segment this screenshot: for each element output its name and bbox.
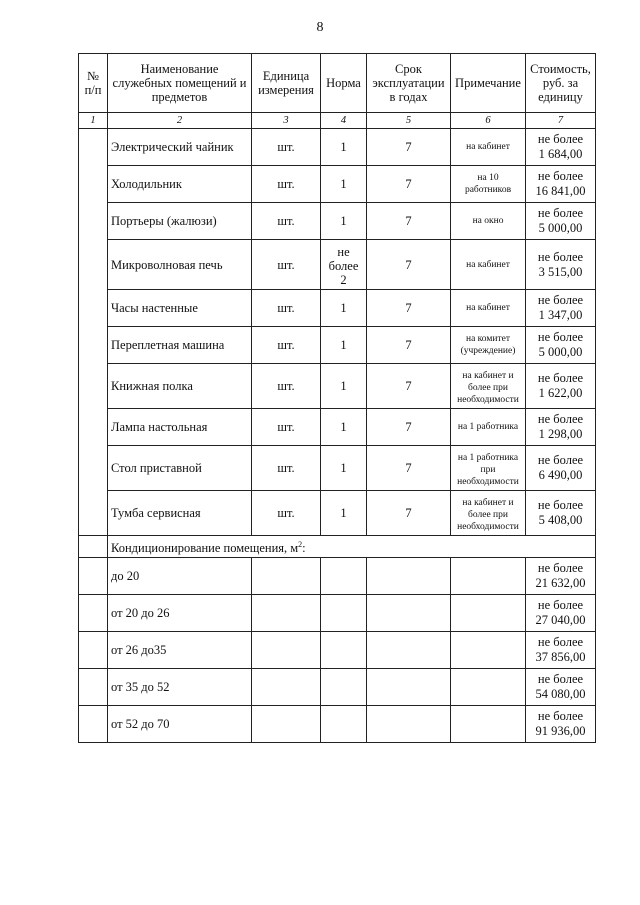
table-row — [79, 364, 596, 409]
row-number-cell — [79, 595, 108, 632]
section-title-suffix: : — [302, 541, 306, 556]
item-note: на кабинет и более при необходимости — [451, 491, 526, 536]
section-title-superscript: 2 — [298, 539, 303, 549]
item-name: Часы настенные — [108, 290, 252, 327]
cost-label: не более — [537, 412, 584, 426]
cost-value: 5 408,00 — [538, 513, 583, 527]
item-cost — [526, 327, 596, 364]
cost-label: не более — [537, 132, 584, 146]
item-unit: шт. — [252, 409, 321, 446]
table-row — [79, 166, 596, 203]
item-note: на окно — [451, 203, 526, 240]
section-title — [108, 536, 596, 558]
item-cost — [526, 446, 596, 491]
item-cost — [526, 409, 596, 446]
cost-label: не более — [537, 598, 584, 612]
item-name: Электрический чайник — [108, 129, 252, 166]
column-numbers-row — [79, 113, 596, 129]
ac-range: до 20 — [108, 558, 252, 595]
item-unit: шт. — [252, 491, 321, 536]
table-row — [79, 203, 596, 240]
item-term: 7 — [367, 446, 451, 491]
empty-cell — [367, 706, 451, 743]
item-norm: 1 — [321, 364, 367, 409]
item-unit: шт. — [252, 203, 321, 240]
cost-value: 5 000,00 — [538, 221, 583, 235]
cost-value: 91 936,00 — [535, 724, 586, 738]
empty-cell — [252, 632, 321, 669]
empty-cell — [451, 706, 526, 743]
item-unit: шт. — [252, 129, 321, 166]
item-cost — [526, 129, 596, 166]
table-row — [79, 409, 596, 446]
cost-label: не более — [537, 206, 584, 220]
item-unit: шт. — [252, 327, 321, 364]
empty-cell — [252, 669, 321, 706]
item-unit: шт. — [252, 166, 321, 203]
table-row — [79, 669, 596, 706]
item-norm: 1 — [321, 129, 367, 166]
header-name: Наименование служебных помещений и предметов — [108, 54, 252, 113]
header-num: № п/п — [79, 54, 108, 113]
empty-cell — [367, 669, 451, 706]
empty-cell — [367, 632, 451, 669]
empty-cell — [451, 558, 526, 595]
cost-label: не более — [537, 635, 584, 649]
item-term: 7 — [367, 166, 451, 203]
item-norm: 1 — [321, 203, 367, 240]
ac-cost — [526, 706, 596, 743]
item-norm: 1 — [321, 290, 367, 327]
ac-range: от 52 до 70 — [108, 706, 252, 743]
cost-label: не более — [537, 169, 584, 183]
item-note: на кабинет и более при необходимости — [451, 364, 526, 409]
table-row — [79, 595, 596, 632]
item-name: Холодильник — [108, 166, 252, 203]
column-number: 1 — [79, 113, 108, 129]
item-unit: шт. — [252, 240, 321, 290]
table-row — [79, 240, 596, 290]
item-term: 7 — [367, 290, 451, 327]
cost-value: 27 040,00 — [535, 613, 586, 627]
item-name: Тумба сервисная — [108, 491, 252, 536]
item-term: 7 — [367, 129, 451, 166]
column-number: 4 — [321, 113, 367, 129]
empty-cell — [451, 632, 526, 669]
cost-label: не более — [537, 371, 584, 385]
table-row — [79, 129, 596, 166]
empty-cell — [321, 669, 367, 706]
row-number-cell — [79, 669, 108, 706]
empty-cell — [367, 558, 451, 595]
ac-range: от 20 до 26 — [108, 595, 252, 632]
cost-value: 1 684,00 — [538, 147, 583, 161]
item-norm: 1 — [321, 446, 367, 491]
section-title-text: Кондиционирование помещения, м — [111, 541, 299, 556]
item-norm: не более 2 — [321, 240, 367, 290]
empty-cell — [252, 595, 321, 632]
cost-value: 21 632,00 — [535, 576, 586, 590]
column-number: 3 — [252, 113, 321, 129]
item-name: Лампа настольная — [108, 409, 252, 446]
item-name: Книжная полка — [108, 364, 252, 409]
item-cost — [526, 491, 596, 536]
item-term: 7 — [367, 491, 451, 536]
item-cost — [526, 364, 596, 409]
table-row — [79, 706, 596, 743]
cost-label: не более — [537, 672, 584, 686]
item-note: на комитет (учреждение) — [451, 327, 526, 364]
item-note: на 1 работника при необходимости — [451, 446, 526, 491]
row-number-cell — [79, 632, 108, 669]
item-term: 7 — [367, 240, 451, 290]
header-norm: Норма — [321, 54, 367, 113]
cost-label: не более — [537, 293, 584, 307]
item-unit: шт. — [252, 446, 321, 491]
header-unit: Единица измерения — [252, 54, 321, 113]
empty-cell — [451, 595, 526, 632]
item-norm: 1 — [321, 409, 367, 446]
row-number-cell — [79, 706, 108, 743]
item-name: Переплетная машина — [108, 327, 252, 364]
column-number: 6 — [451, 113, 526, 129]
cost-label: не более — [537, 330, 584, 344]
cost-label: не более — [537, 453, 584, 467]
table-row — [79, 491, 596, 536]
section-num-cell — [79, 536, 108, 558]
ac-cost — [526, 595, 596, 632]
page-number: 8 — [316, 20, 324, 35]
cost-label: не более — [537, 561, 584, 575]
empty-cell — [321, 706, 367, 743]
item-unit: шт. — [252, 364, 321, 409]
header-cost: Стоимость, руб. за единицу — [526, 54, 596, 113]
item-term: 7 — [367, 409, 451, 446]
item-cost — [526, 290, 596, 327]
item-note: на 1 работника — [451, 409, 526, 446]
equipment-norms-table — [78, 53, 596, 743]
column-number: 2 — [108, 113, 252, 129]
table-row — [79, 632, 596, 669]
cost-label: не более — [537, 249, 584, 264]
ac-range: от 35 до 52 — [108, 669, 252, 706]
cost-value: 1 298,00 — [538, 427, 583, 441]
item-term: 7 — [367, 327, 451, 364]
item-cost — [526, 166, 596, 203]
section-row — [79, 536, 596, 558]
table-row — [79, 446, 596, 491]
item-note: на кабинет — [451, 290, 526, 327]
table-row — [79, 558, 596, 595]
item-cost — [526, 203, 596, 240]
ac-cost — [526, 558, 596, 595]
column-number: 5 — [367, 113, 451, 129]
cost-value: 37 856,00 — [535, 650, 586, 664]
item-note: на 10 работников — [451, 166, 526, 203]
cost-value: 1 622,00 — [538, 386, 583, 400]
cost-value: 1 347,00 — [538, 308, 583, 322]
item-term: 7 — [367, 203, 451, 240]
item-cost — [526, 240, 596, 290]
item-name: Портьеры (жалюзи) — [108, 203, 252, 240]
header-note: Примечание — [451, 54, 526, 113]
cost-label: не более — [537, 498, 584, 512]
empty-cell — [321, 632, 367, 669]
item-name: Стол приставной — [108, 446, 252, 491]
cost-label: не более — [537, 709, 584, 723]
row-number-cell — [79, 129, 108, 536]
empty-cell — [252, 558, 321, 595]
row-number-cell — [79, 558, 108, 595]
cost-value: 3 515,00 — [538, 264, 583, 279]
column-number: 7 — [526, 113, 596, 129]
cost-value: 16 841,00 — [535, 184, 586, 198]
table-header — [79, 54, 596, 129]
ac-cost — [526, 669, 596, 706]
ac-range: от 26 до35 — [108, 632, 252, 669]
empty-cell — [451, 669, 526, 706]
cost-value: 54 080,00 — [535, 687, 586, 701]
table-row — [79, 327, 596, 364]
ac-cost — [526, 632, 596, 669]
item-note: на кабинет — [451, 129, 526, 166]
empty-cell — [252, 706, 321, 743]
empty-cell — [321, 595, 367, 632]
header-term: Срок эксплуатации в годах — [367, 54, 451, 113]
item-norm: 1 — [321, 491, 367, 536]
item-norm: 1 — [321, 327, 367, 364]
table-row — [79, 290, 596, 327]
item-name: Микроволновая печь — [108, 240, 252, 290]
item-note: на кабинет — [451, 240, 526, 290]
item-unit: шт. — [252, 290, 321, 327]
empty-cell — [367, 595, 451, 632]
item-term: 7 — [367, 364, 451, 409]
item-norm: 1 — [321, 166, 367, 203]
empty-cell — [321, 558, 367, 595]
cost-value: 5 000,00 — [538, 345, 583, 359]
cost-value: 6 490,00 — [538, 468, 583, 482]
